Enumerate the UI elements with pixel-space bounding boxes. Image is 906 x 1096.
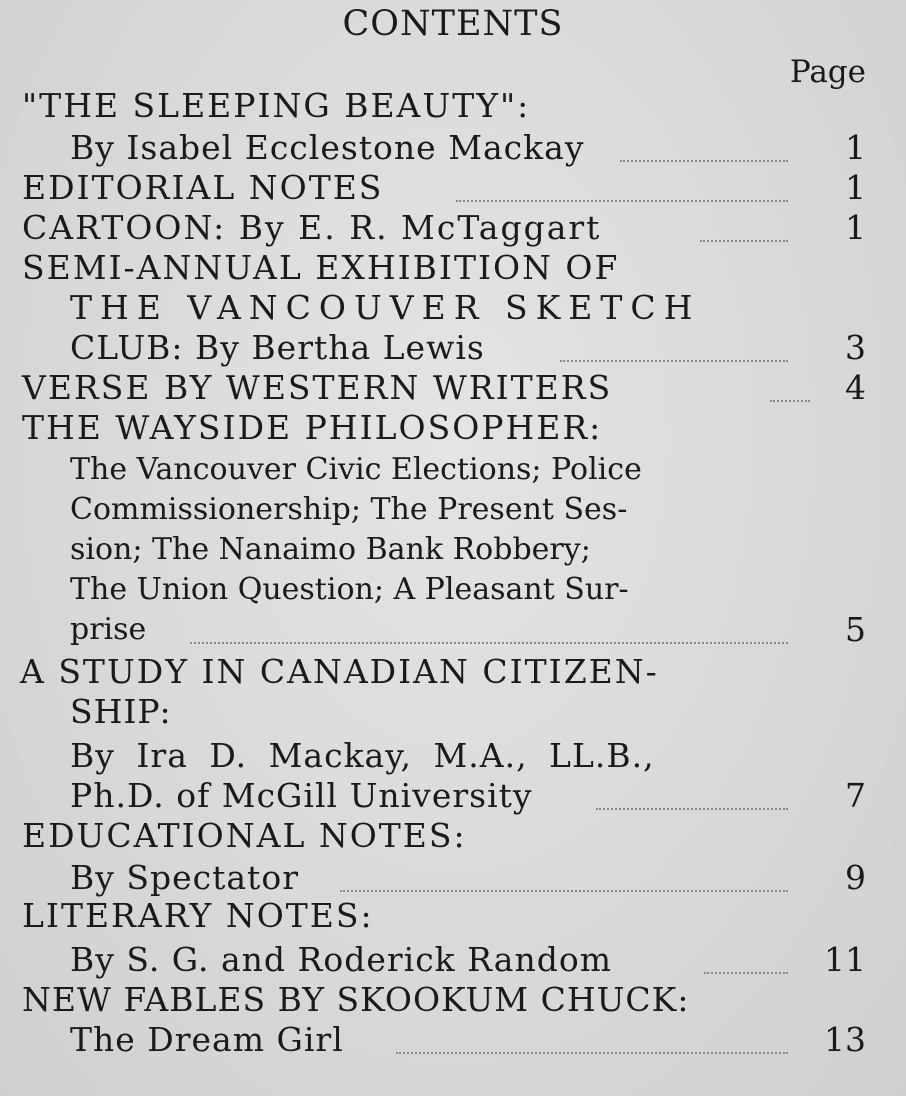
toc-page-number: 3	[845, 328, 866, 367]
toc-entry-description	[0, 570, 906, 610]
toc-entry-text: LITERARY NOTES:	[22, 896, 374, 935]
toc-entry-text: NEW FABLES BY SKOOKUM CHUCK:	[22, 980, 690, 1019]
toc-entry-text: prise	[70, 612, 147, 647]
toc-entry-title	[0, 896, 906, 936]
contents-heading: CONTENTS	[342, 4, 564, 44]
toc-entry-text: VERSE BY WESTERN WRITERS	[22, 368, 613, 407]
toc-page-number: 9	[845, 858, 866, 897]
leader-dots	[560, 360, 788, 362]
toc-entry-text: EDUCATIONAL NOTES:	[22, 816, 467, 855]
leader-dots	[700, 240, 788, 242]
toc-entry-text: SEMI-ANNUAL EXHIBITION OF	[22, 248, 620, 287]
toc-entry-text: The Vancouver Civic Elections; Police	[70, 452, 642, 487]
toc-page-number: 1	[845, 128, 866, 167]
leader-dots	[456, 200, 788, 202]
toc-entry-byline	[0, 328, 906, 368]
toc-entry-text: The Union Question; A Pleasant Sur-	[70, 572, 629, 607]
toc-page-number: 11	[824, 940, 866, 979]
toc-entry-byline	[0, 1020, 906, 1060]
toc-entry-text: By Ira D. Mackay, M.A., LL.B.,	[70, 736, 655, 775]
leader-dots	[704, 972, 788, 974]
toc-entry-text: EDITORIAL NOTES	[22, 168, 384, 207]
toc-entry-title	[0, 368, 906, 408]
toc-page-number: 4	[845, 368, 866, 407]
leader-dots	[340, 890, 788, 892]
toc-entry-description	[0, 490, 906, 530]
toc-entry-text: SHIP:	[70, 692, 172, 731]
toc-entry-byline	[0, 858, 906, 898]
toc-entry-text: "THE SLEEPING BEAUTY":	[22, 86, 531, 125]
toc-entry-byline	[0, 736, 906, 776]
toc-entry-title	[0, 980, 906, 1020]
toc-entry-title	[0, 86, 906, 126]
toc-entry-byline	[0, 940, 906, 980]
leader-dots	[190, 642, 788, 644]
toc-entry-title	[0, 168, 906, 208]
toc-entry-text: CARTOON: By E. R. McTaggart	[22, 208, 602, 247]
toc-page-number: 5	[845, 610, 866, 649]
leader-dots	[620, 160, 788, 162]
toc-page-number: 1	[845, 208, 866, 247]
toc-entry-text: By Isabel Ecclestone Mackay	[70, 128, 585, 167]
toc-entry-title	[0, 248, 906, 288]
toc-entry-text: THE WAYSIDE PHILOSOPHER:	[22, 408, 603, 447]
toc-entry-description	[0, 450, 906, 490]
toc-entry-text: By S. G. and Roderick Random	[70, 940, 612, 979]
toc-entry-text: Commissionership; The Present Ses-	[70, 492, 628, 527]
toc-entry-text: The Dream Girl	[70, 1020, 344, 1059]
toc-entry-text: THE VANCOUVER SKETCH	[70, 288, 701, 327]
toc-page-number: 7	[845, 776, 866, 815]
toc-entry-title	[0, 408, 906, 448]
page-column-label: Page	[789, 54, 866, 90]
leader-dots	[396, 1052, 788, 1054]
toc-entry-text: Ph.D. of McGill University	[70, 776, 533, 815]
toc-entry-description	[0, 530, 906, 570]
toc-page-number: 1	[845, 168, 866, 207]
leader-dots	[770, 400, 810, 402]
toc-entry-text: sion; The Nanaimo Bank Robbery;	[70, 532, 591, 567]
toc-entry-title	[0, 816, 906, 856]
toc-entry-continuation	[0, 288, 906, 328]
leader-dots	[596, 808, 788, 810]
toc-entry-title	[0, 208, 906, 248]
toc-entry-description	[0, 610, 906, 650]
toc-entry-text: A STUDY IN CANADIAN CITIZEN-	[20, 652, 659, 691]
toc-entry-byline	[0, 776, 906, 816]
toc-entry-text: By Spectator	[70, 858, 299, 897]
toc-entry-continuation	[0, 692, 906, 732]
toc-entry-byline	[0, 128, 906, 168]
toc-page-number: 13	[824, 1020, 866, 1059]
toc-entry-title	[0, 652, 906, 692]
toc-entry-text: CLUB: By Bertha Lewis	[70, 328, 485, 367]
